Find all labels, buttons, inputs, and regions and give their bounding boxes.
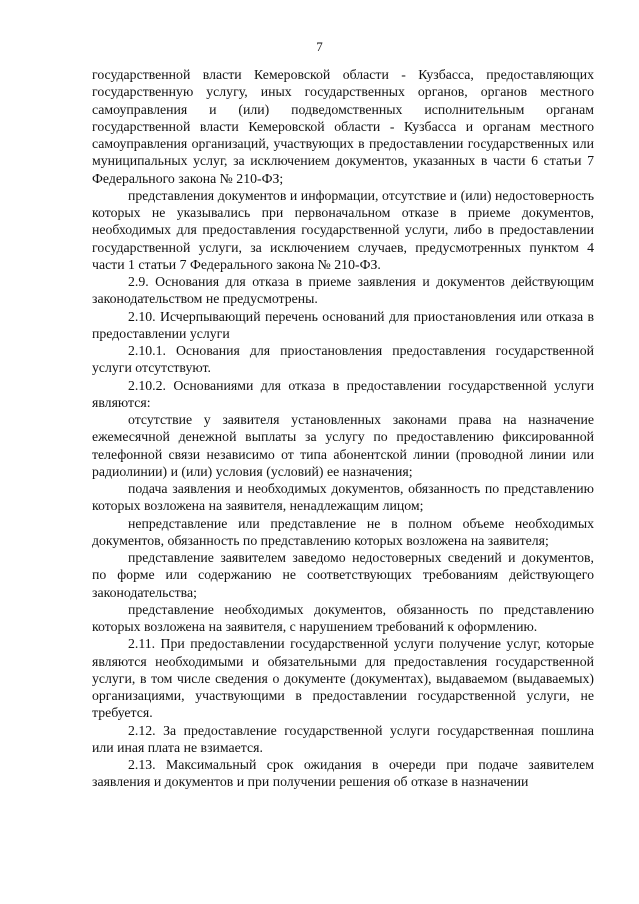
paragraph: 2.12. За предоставление государственной услуги государственная пошлина или иная плата не взимается.: [92, 722, 594, 755]
page-number: 7: [316, 39, 323, 54]
paragraph: 2.10.1. Основания для приостановления предоставления государственной услуги отсутствуют.: [92, 343, 594, 376]
paragraph: 2.9. Основания для отказа в приеме заявления и документов действующим законодательством не предусмотрены.: [92, 274, 594, 307]
paragraph: 2.13. Максимальный срок ожидания в очереди при подаче заявителем заявления и документов и при получении решения об отказе в назначении: [92, 757, 594, 790]
paragraph: непредставление или представление не в полном объеме необходимых документов, обязанность по представлению которых возложена на заявителя;: [92, 515, 594, 548]
document-body: [92, 66, 594, 791]
paragraph: подача заявления и необходимых документов, обязанность по представлению которых возложена на заявителя, ненадлежащим лицом;: [92, 481, 594, 514]
paragraph: 2.11. При предоставлении государственной услуги получение услуг, которые являются необходимыми и обязательными для предоставления государственной услуги, в том числе сведения о документе (документах), выдаваемом (выдаваемых) организациями, участвующими в предоставлении государственной услуги, не требуется.: [92, 636, 594, 721]
paragraph: отсутствие у заявителя установленных законами права на назначение ежемесячной денежной выплаты за услугу по предоставлению фиксированной телефонной связи независимо от типа абонентской линии (проводной линии или радиолинии) и (или) условия (условий) ее назначения;: [92, 412, 594, 479]
paragraph: государственной власти Кемеровской области - Кузбасса, предоставляющих государственную услугу, иных государственных органов, органов местного самоуправления и (или) подведомственных исполнительным органам государственной власти Кемеровской области - Кузбасса и органам местного самоуправления организаций, участвующих в предоставлении государственных или муниципальных услуг, за исключением документов, указанных в части 6 статьи 7 Федерального закона № 210-ФЗ;: [92, 67, 594, 186]
paragraph: представление необходимых документов, обязанность по представлению которых возложена на заявителя, с нарушением требований к оформлению.: [92, 601, 594, 634]
paragraph: 2.10. Исчерпывающий перечень оснований для приостановления или отказа в предоставлении услуги: [92, 308, 594, 341]
paragraph: представления документов и информации, отсутствие и (или) недостоверность которых не указывались при первоначальном отказе в приеме документов, необходимых для предоставления государственной услуги, либо в предоставлении государственной услуги, за исключением случаев, предусмотренных пунктом 4 части 1 статьи 7 Федерального закона № 210-ФЗ.: [92, 187, 594, 272]
paragraph: представление заявителем заведомо недостоверных сведений и документов, по форме или содержанию не соответствующих требованиям действующего законодательства;: [92, 550, 594, 600]
paragraph: 2.10.2. Основаниями для отказа в предоставлении государственной услуги являются:: [92, 377, 594, 410]
